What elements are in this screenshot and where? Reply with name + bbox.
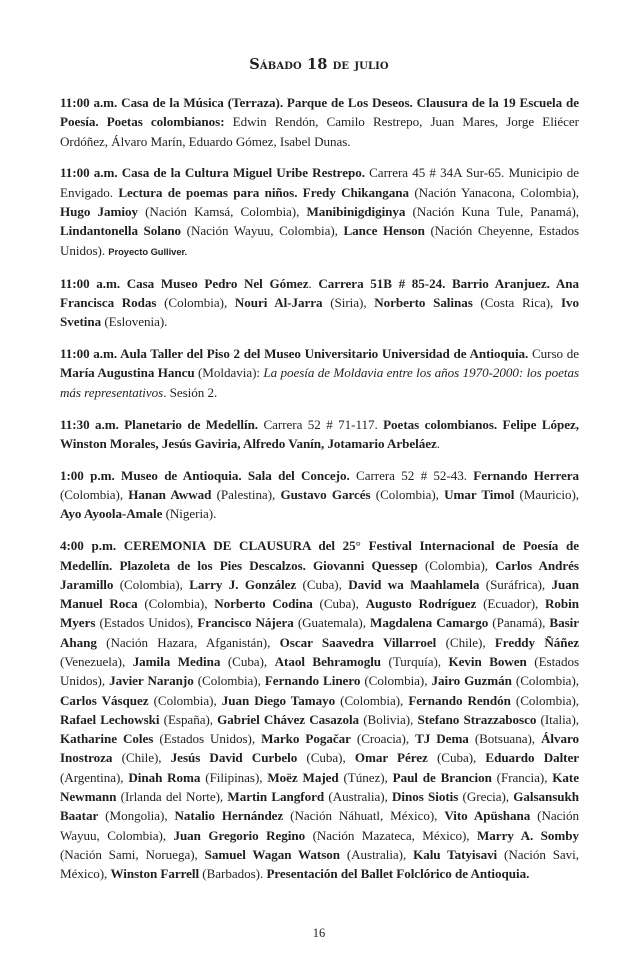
entry-bold-text: Jesús David Curbelo — [170, 750, 298, 766]
entry-bold-text: Paul de Brancion — [392, 769, 492, 785]
entry-text: (Chile), — [112, 750, 171, 766]
entry-bold-text: Freddy Ñáñez — [494, 634, 579, 650]
entry-text: (Túnez), — [338, 769, 393, 785]
entry-bold-text: 11:00 a.m. Aula Taller del Piso 2 del Museo Universitario Universidad de Antioquia. — [60, 346, 529, 362]
entry-bold-text: Umar Timol — [444, 487, 515, 503]
entry-bold-text: Larry J. González — [189, 576, 297, 592]
entry-text: Edwin Rendón, Camilo Restrepo, Juan Mares, Jorge Eliécer Ordóñez, Álvaro Marín, Eduardo Gómez, Isabel Dunas. — [60, 114, 579, 149]
entry-text: (Colombia), — [417, 557, 496, 573]
entry-text: (Italia), — [536, 711, 579, 727]
entry-bold-text: Rafael Lechowski — [60, 711, 160, 727]
entry-text: (Colombia), — [510, 692, 580, 708]
entry-bold-text: Vito Apüshana — [444, 808, 531, 824]
entry-text: (Ecuador), — [476, 596, 546, 612]
entry-bold-text: Ataol Behramoglu — [274, 653, 382, 669]
entry-bold-text: David wa Maahlamela — [348, 576, 480, 592]
entry-text: (Turquía), — [381, 653, 449, 669]
entry-text: (Nación Sami, Noruega), — [60, 846, 205, 862]
entry-bold-text: Samuel Wagan Watson — [204, 846, 340, 862]
entry-bold-text: Carlos Vásquez — [60, 692, 149, 708]
entry-text: (Argentina), — [60, 769, 129, 785]
entry-text: (Estados Unidos), — [95, 615, 198, 631]
entry-text: (Palestina), — [211, 487, 281, 503]
entry-bold-text: Fernando Herrera — [473, 467, 579, 483]
entry-text: . Sesión 2. — [163, 384, 218, 400]
entry-text: (Colombia), — [370, 487, 445, 503]
entry-text: (Estados Unidos), — [153, 731, 262, 747]
entry-text: (Cuba), — [427, 750, 486, 766]
entry-text: (Cuba), — [296, 576, 349, 592]
entry-bold-text: Norberto Codina — [214, 596, 313, 612]
entry-text: (Colombia), — [60, 487, 129, 503]
schedule-entry — [60, 163, 579, 260]
entry-bold-text: Dinah Roma — [128, 769, 201, 785]
page-number: 16 — [312, 926, 326, 940]
entry-bold-text: Carlos Andrés Jaramillo — [60, 557, 579, 592]
entry-bold-text: Robin Myers — [60, 596, 579, 631]
entry-text: (Cuba), — [297, 750, 355, 766]
entry-text: (Nación Kuna Tule, Panamá), — [405, 204, 579, 220]
entry-bold-text: Stefano Strazzabosco — [417, 711, 537, 727]
page-title: Sábado 18 de julio — [249, 56, 389, 73]
entry-bold-text: Jairo Guzmán — [431, 673, 512, 689]
entry-bold-text: Fernando Linero — [264, 673, 361, 689]
entry-bold-text: Oscar Saavedra Villarroel — [279, 634, 437, 650]
entry-bold-text: Fernando Rendón — [408, 692, 511, 708]
entry-bold-text: Winston Farrell — [110, 866, 200, 882]
entry-bold-text: Manibinigdiginya — [306, 204, 406, 220]
entry-text: (Colombia), — [113, 576, 190, 592]
entry-bold-text: Hanan Awwad — [128, 487, 212, 503]
entry-text: Carrera 45 # 34A Sur-65. Municipio de Envigado. — [60, 165, 579, 200]
entry-text: (Costa Rica), — [472, 294, 561, 310]
entry-text: (Nación Savi, México), — [60, 846, 579, 882]
entry-bold-text: Galsansukh Baatar — [60, 789, 579, 824]
entry-bold-text: Carrera 51B # 85-24. Barrio Aranjuez. Ana Francisca Rodas — [60, 275, 579, 310]
schedule-entry — [60, 466, 579, 524]
entry-text: (Chile), — [436, 634, 495, 650]
entry-text: (Colombia), — [360, 673, 432, 689]
entry-italic-text: La poesía de Moldavia entre los años 1970-2000: los poetas más representativos — [60, 365, 579, 400]
entry-text: (Australia), — [324, 789, 392, 805]
entry-bold-text: Kate Newmann — [60, 769, 579, 805]
entry-text: (Francia), — [491, 769, 553, 785]
entry-text: (Irlanda del Norte), — [116, 789, 228, 805]
entry-text: . — [308, 275, 319, 291]
schedule-entry — [60, 93, 579, 151]
entry-text: . — [436, 435, 440, 451]
entry-text: (Venezuela), — [60, 653, 133, 669]
project-credit: Proyecto Gulliver. — [108, 245, 188, 257]
entry-text: (Colombia), — [148, 692, 222, 708]
entry-text: (Nación Yanacona, Colombia), — [408, 184, 579, 200]
entry-text: (Suráfrica), — [479, 576, 552, 592]
entry-bold-text: Moëz Majed — [267, 769, 339, 785]
entry-text: (Nación Cheyenne, Estados Unidos). — [60, 223, 579, 258]
entry-text: Carrera 52 # 71-117. — [258, 416, 384, 432]
entry-text: (Moldavia): — [194, 365, 264, 381]
entry-text: (Guatemala), — [293, 615, 371, 631]
entry-text: (Siria), — [322, 294, 375, 310]
entry-bold-text: Ivo Svetina — [60, 294, 579, 330]
entry-bold-text: 11:00 a.m. Casa Museo Pedro Nel Gómez — [60, 275, 309, 291]
entry-text: (Croacia), — [350, 731, 416, 747]
entry-text: (Cuba), — [220, 653, 275, 669]
entry-bold-text: TJ Dema — [415, 731, 469, 747]
entry-bold-text: Norberto Salinas — [374, 294, 473, 310]
entry-bold-text: Lance Henson — [343, 223, 425, 239]
entry-bold-text: Augusto Rodríguez — [365, 596, 477, 612]
entry-bold-text: Javier Naranjo — [109, 673, 194, 689]
schedule-entry — [60, 415, 579, 454]
entry-bold-text: 11:30 a.m. Planetario de Medellín. — [60, 416, 259, 432]
entry-text: (Colombia), — [511, 673, 579, 689]
entry-bold-text: Poetas colombianos. Felipe López, Winston Morales, Jesús Gaviria, Alfredo Vanín, Jotamario Arbeláez — [60, 416, 579, 451]
entry-bold-text: Magdalena Camargo — [370, 615, 489, 631]
entry-bold-text: Lindantonella Solano — [60, 223, 182, 239]
entry-bold-text: Dinos Siotis — [392, 789, 459, 805]
entry-bold-text: Martin Langford — [227, 789, 325, 805]
entry-bold-text: 1:00 p.m. Museo de Antioquia. Sala del Concejo. — [60, 467, 350, 483]
entry-text: (Nación Wayuu, Colombia), — [181, 223, 344, 239]
entry-bold-text: Juan Manuel Roca — [60, 576, 579, 612]
entry-text: (Filipinas), — [200, 769, 268, 785]
entry-bold-text: Kevin Bowen — [448, 653, 527, 669]
entry-text: Curso de — [528, 346, 579, 362]
entry-bold-text: Eduardo Dalter — [485, 750, 580, 766]
entry-text: (Nigeria). — [162, 506, 217, 522]
entry-text: (Cuba), — [312, 596, 366, 612]
entry-bold-text: Juan Diego Tamayo — [221, 692, 336, 708]
entry-text: (Grecia), — [458, 789, 514, 805]
entry-bold-text: Álvaro Inostroza — [60, 731, 580, 766]
schedule-content — [60, 93, 579, 896]
entry-bold-text: Ayo Ayoola-Amale — [60, 506, 163, 522]
schedule-entry — [60, 344, 579, 402]
entry-text: (Eslovenia). — [101, 314, 168, 330]
entry-bold-text: Gustavo Garcés — [280, 487, 371, 503]
entry-bold-text: Basir Ahang — [60, 615, 579, 650]
entry-text: (Nación Náhuatl, México), — [283, 808, 445, 824]
schedule-entry — [60, 536, 579, 883]
entry-bold-text: 11:00 a.m. Casa de la Música (Terraza). Parque de Los Deseos. Clausura de la 19 Escuela de Poesía. Poetas colombianos: — [60, 95, 579, 130]
entry-text: (España), — [159, 711, 218, 727]
entry-bold-text: Marko Pogačar — [261, 731, 351, 747]
entry-text: (Panamá), — [488, 615, 550, 631]
entry-bold-text: Juan Gregorio Regino — [173, 827, 306, 843]
schedule-entry — [60, 274, 579, 332]
entry-text: (Nación Kamsá, Colombia), — [137, 204, 307, 220]
entry-bold-text: Natalio Hernández — [174, 808, 284, 824]
entry-bold-text: 4:00 p.m. CEREMONIA DE CLAUSURA del 25° Festival Internacional de Poesía de Medellín. Plazoleta de los Pies Descalzos. Giovanni Quessep — [60, 538, 579, 573]
entry-text: (Nación Mazateca, México), — [305, 827, 477, 843]
entry-bold-text: Hugo Jamioy — [60, 204, 138, 220]
entry-text: (Colombia), — [137, 596, 215, 612]
entry-text: (Estados Unidos), — [60, 653, 579, 689]
entry-text: (Australia), — [339, 846, 414, 862]
entry-bold-text: Nouri Al-Jarra — [234, 294, 323, 310]
entry-bold-text: Lectura de poemas para niños. Fredy Chikangana — [118, 184, 409, 200]
entry-bold-text: María Augustina Hancu — [60, 365, 195, 381]
entry-text: (Botsuana), — [468, 731, 541, 747]
entry-text: Carrera 52 # 52-43. — [349, 467, 474, 483]
entry-bold-text: Kalu Tatyisavi — [413, 846, 498, 862]
entry-text: (Mauricio), — [514, 487, 579, 503]
entry-bold-text: Marry A. Somby — [477, 827, 579, 843]
entry-text: (Mongolia), — [98, 808, 175, 824]
entry-bold-text: 11:00 a.m. Casa de la Cultura Miguel Uribe Restrepo. — [60, 165, 365, 181]
entry-text: (Nación Hazara, Afganistán), — [96, 634, 280, 650]
entry-text: (Colombia), — [335, 692, 409, 708]
entry-text: (Barbados). — [199, 866, 267, 882]
entry-text: (Colombia), — [156, 294, 235, 310]
entry-text: (Bolivia), — [359, 711, 418, 727]
entry-bold-text: Katharine Coles — [60, 731, 154, 747]
entry-bold-text: Francisco Nájera — [197, 615, 294, 631]
entry-text: (Nación Wayuu, Colombia), — [60, 808, 579, 843]
entry-bold-text: Presentación del Ballet Folclórico de Antioquia. — [266, 866, 530, 882]
entry-bold-text: Gabriel Chávez Casazola — [217, 711, 360, 727]
entry-bold-text: Jamila Medina — [132, 653, 221, 669]
entry-text: (Colombia), — [193, 673, 265, 689]
entry-bold-text: Omar Pérez — [354, 750, 428, 766]
